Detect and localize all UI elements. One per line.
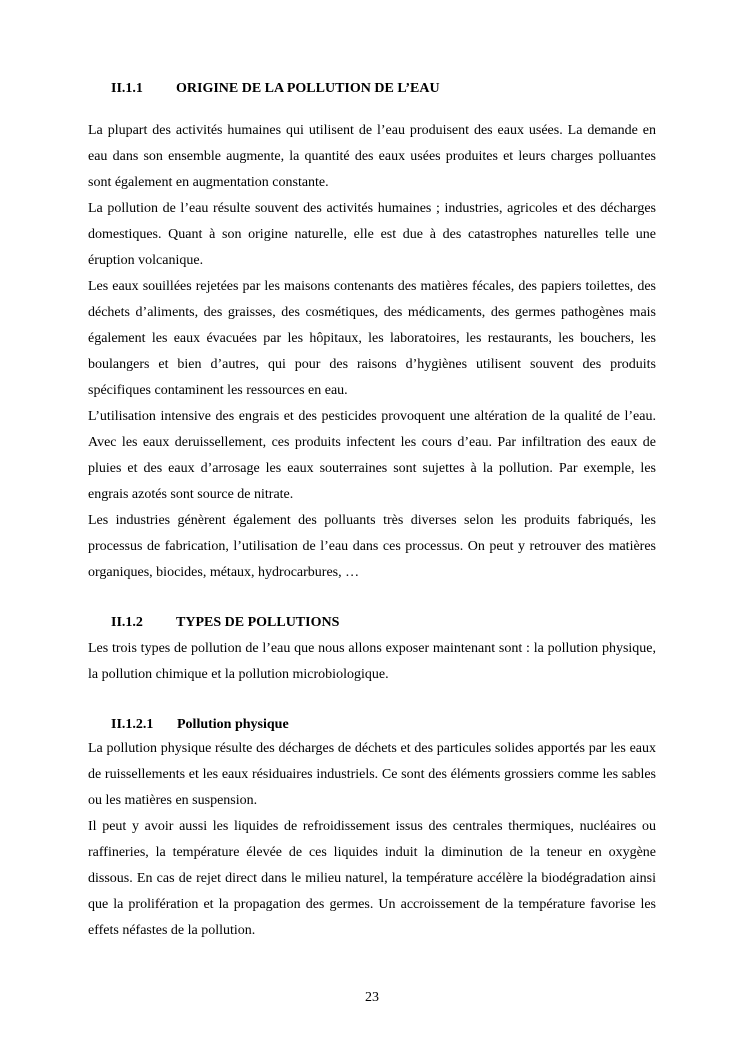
section-title: Pollution physique	[177, 717, 289, 732]
section-title: ORIGINE DE LA POLLUTION DE L’EAU	[176, 81, 440, 96]
section-heading-origine	[88, 78, 656, 100]
paragraph: Les industries génèrent également des polluants très diverses selon les produits fabriqués, les processus de fabrication, l’utilisation de l’eau dans ces processus. On peut y retrouver des matières organiques, biocides, métaux, hydrocarbures, …	[88, 513, 656, 580]
section-title: TYPES DE POLLUTIONS	[176, 615, 340, 630]
paragraph: La plupart des activités humaines qui utilisent de l’eau produisent des eaux usées. La demande en eau dans son ensemble augmente, la quantité des eaux usées produites et leurs charges polluantes sont également en augmentation constante.	[88, 123, 656, 190]
section-number: II.1.2.1	[111, 717, 154, 732]
paragraph: La pollution physique résulte des décharges de déchets et des particules solides apportés par les eaux de ruissellements et les eaux résiduaires industriels. Ce sont des éléments grossiers comme les sables ou les matières en suspension.	[88, 741, 656, 808]
section-number: II.1.1	[111, 81, 143, 96]
paragraph: La pollution de l’eau résulte souvent des activités humaines ; industries, agricoles et des décharges domestiques. Quant à son origine naturelle, elle est due à des catastrophes naturelles telle une éruption volcanique.	[88, 201, 656, 268]
paragraph: Les eaux souillées rejetées par les maisons contenants des matières fécales, des papiers toilettes, des déchets d’aliments, des graisses, des cosmétiques, des médicaments, des germes pathogènes mais également les eaux évacuées par les hôpitaux, les laboratoires, les restaurants, les bouchers, les boulangers et bien d’autres, qui pour des raisons d’hygiènes utilisent souvent des produits spécifiques contaminent les ressources en eau.	[88, 279, 656, 398]
paragraph: L’utilisation intensive des engrais et des pesticides provoquent une altération de la qualité de l’eau. Avec les eaux deruissellement, ces produits infectent les cours d’eau. Par infiltration des eaux de pluies et des eaux d’arrosage les eaux souterraines sont sujettes à la pollution. Par exemple, les engrais azotés sont source de nitrate.	[88, 409, 656, 502]
section-heading-types	[88, 612, 656, 634]
page-number: 23	[365, 990, 379, 1005]
paragraph: Il peut y avoir aussi les liquides de refroidissement issus des centrales thermiques, nucléaires ou raffineries, la température élevée de ces liquides induit la diminution de la teneur en oxygène dissous. En cas de rejet direct dans le milieu naturel, la température accélère la biodégradation ainsi que la prolifération et la propagation des germes. Un accroissement de la température favorise les effets néfastes de la pollution.	[88, 819, 656, 938]
section-number: II.1.2	[111, 615, 143, 630]
section-heading-pollution-physique	[88, 714, 656, 736]
document-page	[88, 78, 656, 944]
paragraph: Les trois types de pollution de l’eau que nous allons exposer maintenant sont : la pollution physique, la pollution chimique et la pollution microbiologique.	[88, 641, 656, 682]
